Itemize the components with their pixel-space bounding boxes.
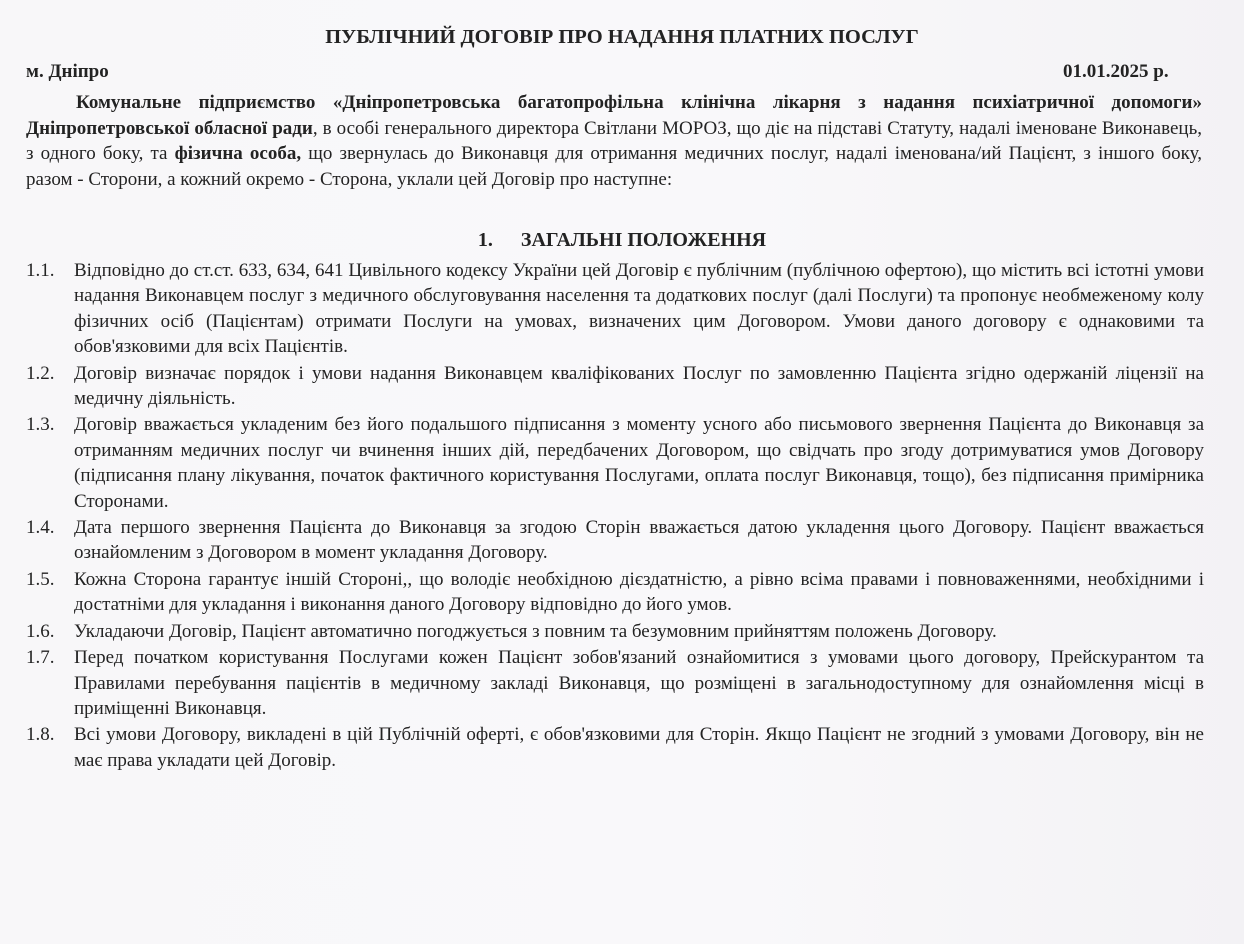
clause xyxy=(26,412,1204,514)
clause xyxy=(26,722,1204,773)
clause-number: 1.7. xyxy=(26,647,55,669)
clause-number: 1.5. xyxy=(26,568,55,590)
document-title: ПУБЛІЧНИЙ ДОГОВІР ПРО НАДАННЯ ПЛАТНИХ ПОСЛУГ xyxy=(325,26,919,48)
clause-number: 1.3. xyxy=(26,414,55,436)
section-title: ЗАГАЛЬНІ ПОЛОЖЕННЯ xyxy=(520,229,767,251)
clause-text: Договір визначає порядок і умови надання Виконавцем кваліфікованих Послуг по замовленню Пацієнта згідно одержаній ліцензії на медичну діяльність. xyxy=(74,362,1204,410)
clause xyxy=(26,515,1204,566)
preamble xyxy=(26,90,1202,192)
document-date: 01.01.2025 р. xyxy=(1063,61,1169,82)
section-number: 1. xyxy=(477,229,493,251)
clause-text: Кожна Сторона гарантує іншій Стороні,, що володіє необхідною дієздатністю, а рівно всіма правами і повноваженнями, необхідними і достатніми для укладання і виконання даного Договору відповідно до його умов. xyxy=(74,568,1204,616)
clause-text: Всі умови Договору, викладені в цій Публічній оферті, є обов'язковими для Сторін. Якщо Пацієнт не згодний з умовами Договору, він не має права укладати цей Договір. xyxy=(74,724,1204,771)
clause-number: 1.4. xyxy=(26,517,55,539)
clause xyxy=(26,645,1204,721)
clause xyxy=(26,361,1204,412)
section-heading xyxy=(0,229,1244,252)
clause xyxy=(26,567,1204,618)
clauses-list xyxy=(26,258,1204,773)
city: м. Дніпро xyxy=(26,61,109,82)
organization-name: Комунальне підприємство «Дніпропетровська багатопрофільна клінічна лікарня з надання психіатричної допомоги» Дніпропетровської обласної ради xyxy=(26,92,1202,139)
clause-text: Договір вважається укладеним без його подальшого підписання з моменту усного або письмового звернення Пацієнта до Виконавця за отриманням медичних послуг чи вчинення інших дій, передбачених Договором, що свідчать про згоду дотримуватися умов Договору (підписання плану лікування, початок фактичного користування Послугами, оплата послуг Виконавця, тощо), без підписання примірника Сторонами. xyxy=(74,414,1204,512)
clause xyxy=(26,258,1204,360)
clause-text: Перед початком користування Послугами кожен Пацієнт зобов'язаний ознайомитися з умовами цього договору, Прейскурантом та Правилами перебування пацієнтів в медичному закладі Виконавця, що розміщені в загальнодоступному для ознайомлення місці в приміщенні Виконавця. xyxy=(74,647,1204,719)
clause-number: 1.2. xyxy=(26,362,55,384)
clause-number: 1.6. xyxy=(26,620,55,642)
clause-text: Укладаючи Договір, Пацієнт автоматично погоджується з повним та безумовним прийняттям положень Договору. xyxy=(74,620,997,642)
clause-text: Дата першого звернення Пацієнта до Виконавця за згодою Сторін вважається датою укладення цього Договору. Пацієнт вважається ознайомленим з Договором в момент укладання Договору. xyxy=(74,517,1204,564)
physical-person: фізична особа, xyxy=(174,143,302,165)
preamble-text-2: що звернулась до Виконавця для отримання медичних послуг, надалі іменована/ий Пацієнт, з іншого боку, разом - Сторони, а кожний окремо - Сторона, уклали цей Договір про наступне: xyxy=(26,143,1202,190)
clause-number: 1.8. xyxy=(26,724,55,746)
preamble-text-1: , в особі генерального директора Світлани МОРОЗ, що діє на підставі Статуту, надалі іменоване Виконавець, з одного боку, та xyxy=(26,117,1202,165)
clause xyxy=(26,619,1204,644)
clause-text: Відповідно до ст.ст. 633, 634, 641 Цивільного кодексу України цей Договір є публічним (публічною офертою), що містить всі істотні умови надання Виконавцем послуг з медичного обслуговування населення та додаткових послуг (далі Послуги) та пропонує необмеженому колу фізичних осіб (Пацієнтам) отримати Послуги на умовах, визначених цим Договором. Умови даного договору є однаковими та обов'язковими для всіх Пацієнтів. xyxy=(74,260,1204,358)
clause-number: 1.1. xyxy=(26,260,55,281)
